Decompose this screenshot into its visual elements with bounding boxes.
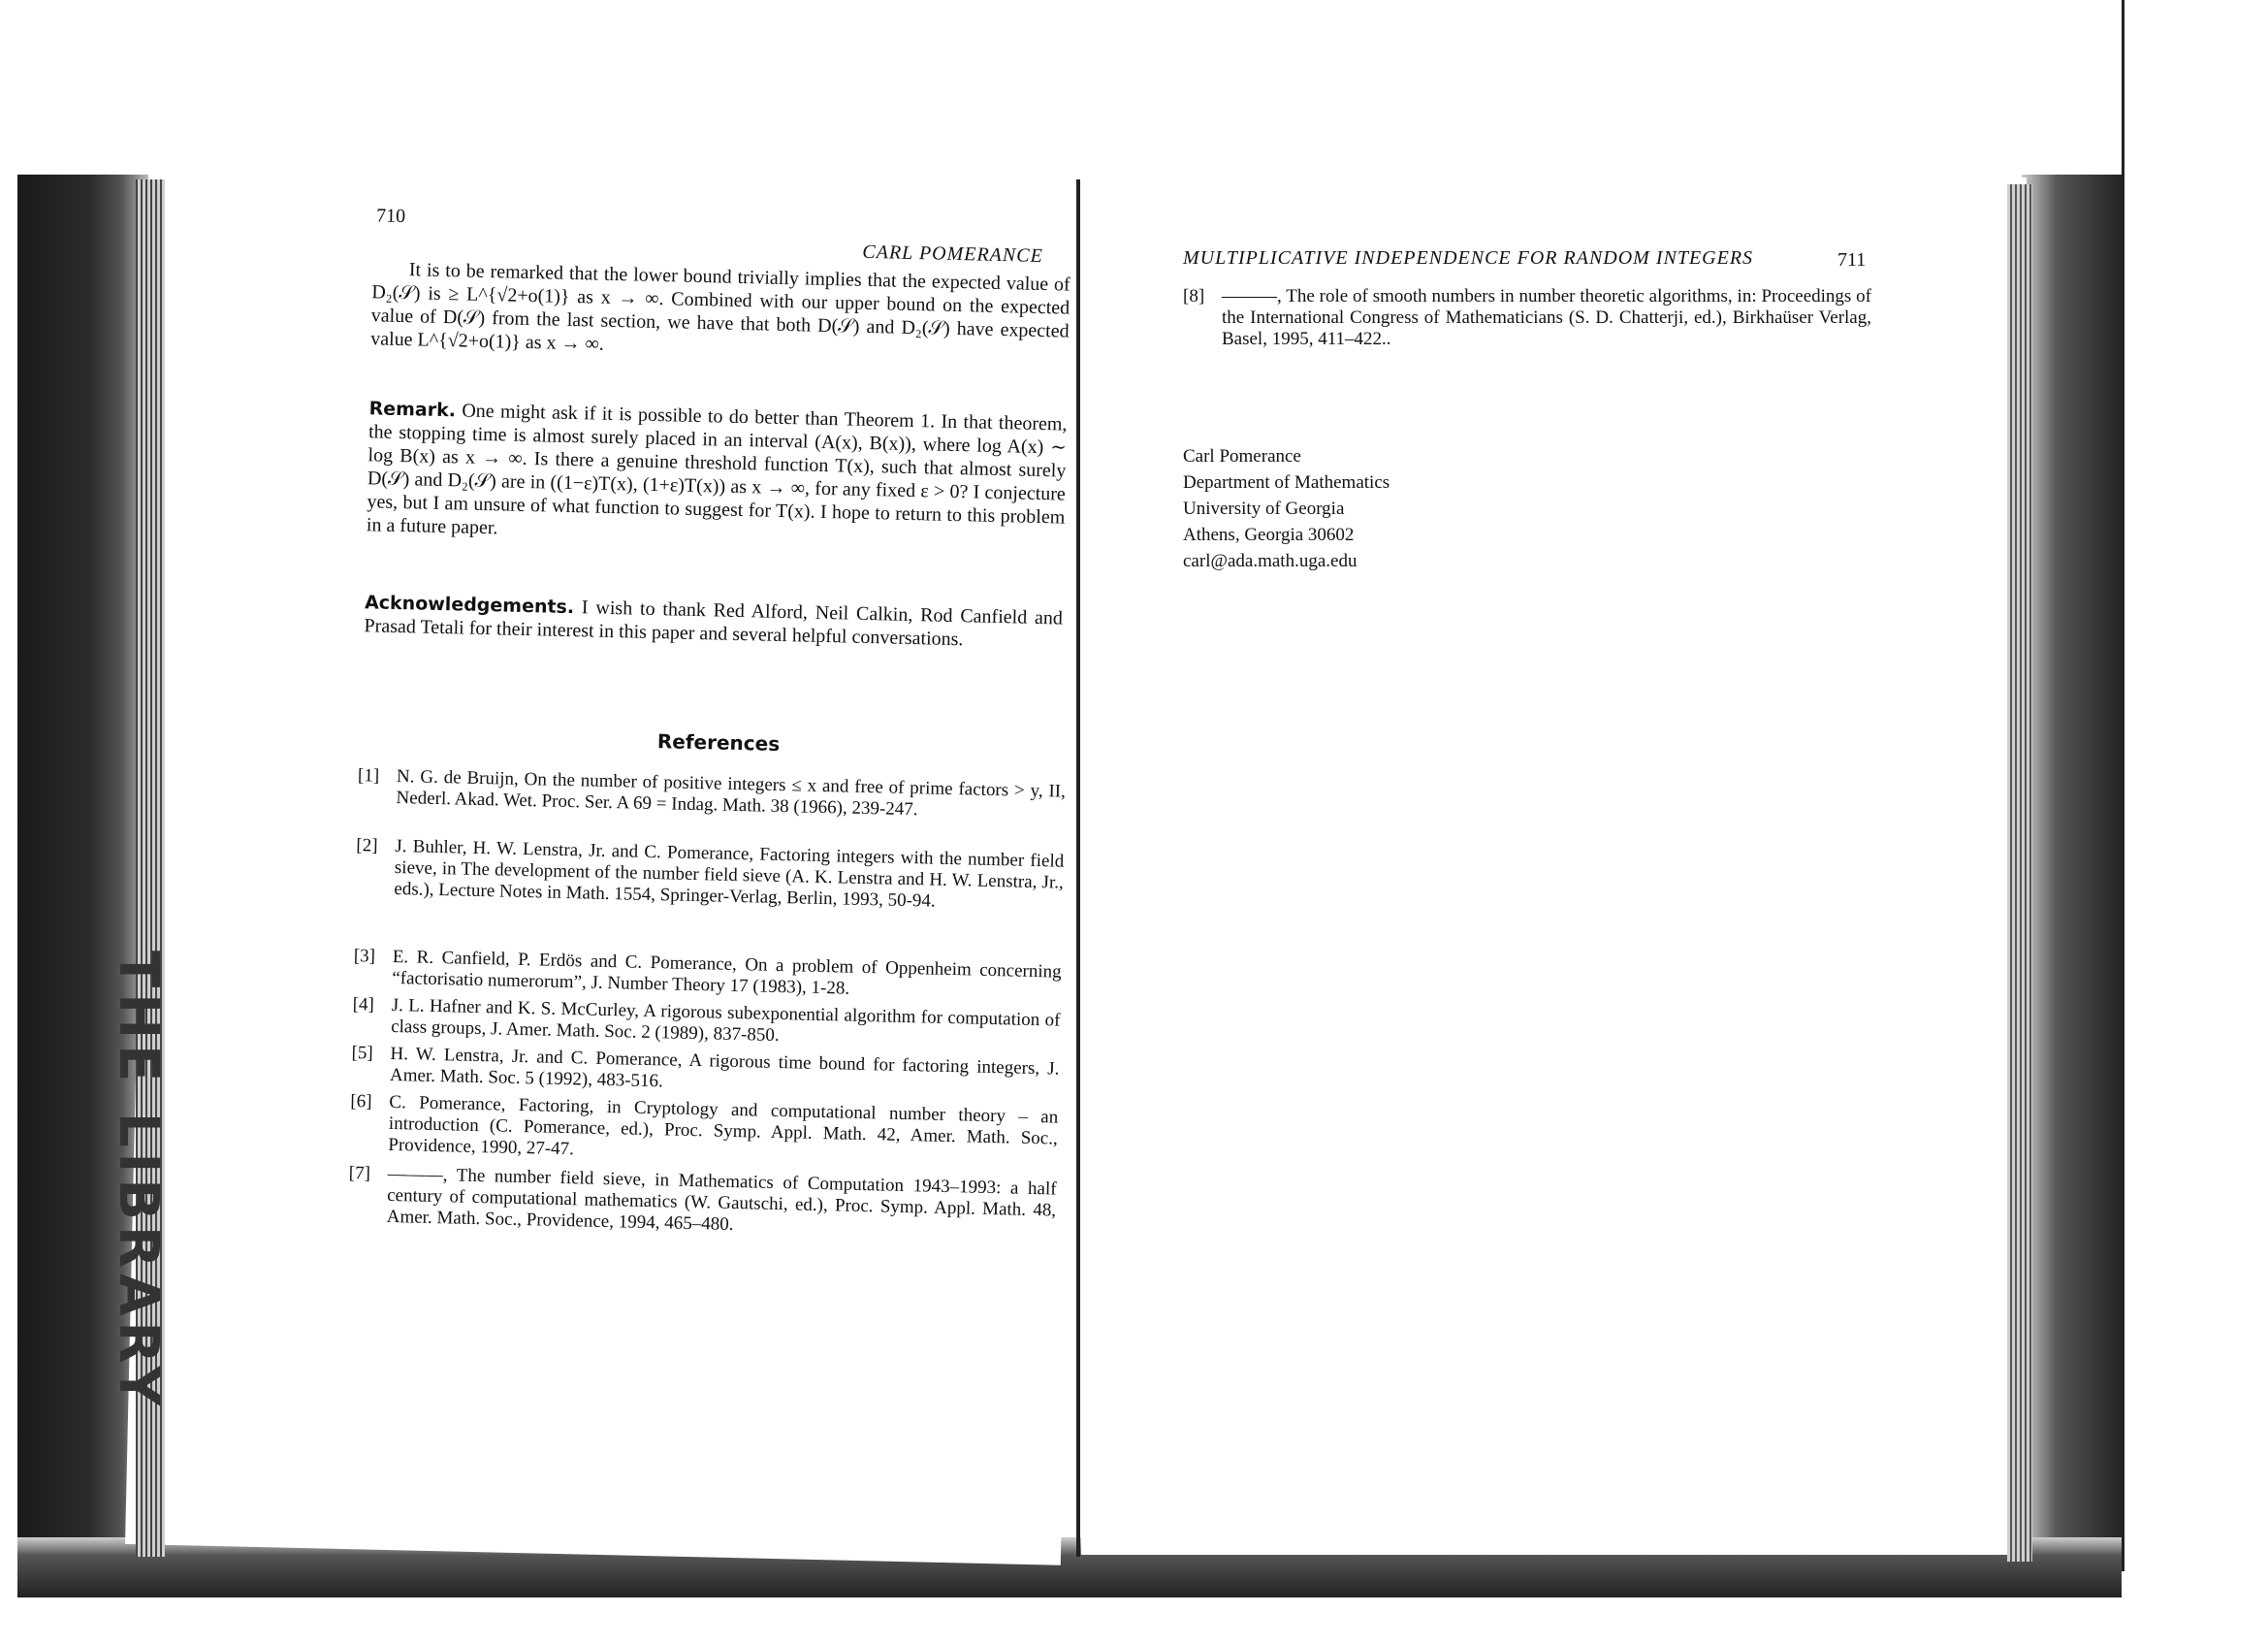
reference-number: [7] (348, 1163, 371, 1184)
right-page-number: 711 (1837, 249, 1867, 271)
author-email: carl@ada.math.uga.edu (1183, 551, 1358, 571)
reference-text: E. R. Canfield, P. Erdös and C. Pomerance, On a problem of Oppenheim concerning “factorisatio numerorum”, J. Number Theory 17 (1983), 1-28. (392, 946, 1062, 999)
left-page-number: 710 (375, 205, 406, 228)
right-running-head: MULTIPLICATIVE INDEPENDENCE FOR RANDOM INTEGERS (1183, 247, 1754, 269)
reference-item (354, 835, 1064, 958)
reference-text: C. Pomerance, Factoring, in Cryptology and computational number theory – an introduction (C. Pomerance, ed.), Proc. Symp. Appl. Math. 42, Amer. Math. Soc., Providence, 1990, 27-47. (388, 1091, 1059, 1160)
reference-number: [5] (351, 1043, 373, 1064)
intro-paragraph: It is to be remarked that the lower bound trivially implies that the expected value of D₂(𝒮) is ≥ L^{√2+o(1)} as x → ∞. Combined with our upper bound on the expected value of D(𝒮) from the last section, we have that both D(𝒮) and D₂(𝒮) have expected value L^{√2+o(1)} as x → ∞. (370, 259, 1070, 355)
author-name: Carl Pomerance (1183, 446, 1301, 467)
author-department: Department of Mathematics (1183, 472, 1390, 493)
references-title: References (656, 729, 781, 756)
author-city: Athens, Georgia 30602 (1183, 525, 1355, 545)
reference-item (1183, 286, 1871, 356)
library-stamp: THE LIBRARY (107, 951, 170, 1412)
scan-binding-shadow-right (2022, 175, 2124, 1571)
book-gutter (1076, 179, 1080, 1557)
scan-edge-line (2122, 0, 2124, 1571)
author-university: University of Georgia (1183, 499, 1345, 519)
reference-number: [1] (357, 765, 380, 787)
reference-item (347, 1163, 1057, 1269)
reference-text: J. Buhler, H. W. Lenstra, Jr. and C. Pomerance, Factoring integers with the number field sieve, in The development of the number field sieve (A. K. Lenstra and H. W. Lenstra, Jr., eds.), Lecture Notes in Math. 1554, Springer-Verlag, Berlin, 1993, 50-94. (394, 836, 1065, 912)
reference-number: [3] (353, 946, 376, 967)
reference-number: [6] (350, 1091, 372, 1113)
remark-label: Remark. (368, 398, 457, 422)
left-running-head: CARL POMERANCE (862, 241, 1044, 268)
acknowledgements-label: Acknowledgements. (364, 592, 575, 619)
reference-text: J. L. Hafner and K. S. McCurley, A rigorous subexponential algorithm for computation of class groups, J. Amer. Math. Soc. 2 (1989), 837-850. (390, 994, 1061, 1047)
acknowledgements-text: I wish to thank Red Alford, Neil Calkin, Rod Canfield and Prasad Tetali for their interest in this paper and several helpful conversations. (364, 597, 1064, 651)
acknowledgements-paragraph (364, 591, 1063, 653)
reference-text: ———, The number field sieve, in Mathematics of Computation 1943–1993: a half century of computational mathematics (W. Gautschi, ed.), Proc. Symp. Appl. Math. 48, Amer. Math. Soc., Providence, 1994, 465–480. (386, 1163, 1057, 1236)
reference-text: N. G. de Bruijn, On the number of positive integers ≤ x and free of prime factors > y, II, Nederl. Akad. Wet. Proc. Ser. A 69 = Indag. Math. 38 (1966), 239-247. (396, 766, 1067, 821)
author-address (1183, 443, 1390, 574)
reference-text: ———, The role of smooth numbers in number theoretic algorithms, in: Proceedings of the International Congress of Mathematicians (S. D. Chatterji, ed.), Birkhaüser Verlag, Basel, 1995, 411–422.. (1222, 286, 1871, 349)
remark-text: One might ask if it is possible to do better than Theorem 1. In that theorem, the stopping time is almost surely placed in an interval (A(x), B(x)), where log A(x) ∼ log B(x) as x → ∞. Is there a genuine threshold function T(x), such that almost surely D(𝒮) and D₂(𝒮) are in ((1−ε)T(x), (1+ε)T(x)) as x → ∞, for any fixed ε > 0? I conjecture yes, but I am unsure of what function to suggest for T(x). I hope to return to this problem in a future paper. (366, 400, 1068, 539)
remark-paragraph (367, 397, 1068, 552)
right-page (1081, 177, 2027, 1555)
scan-page-edges-right (2007, 184, 2032, 1562)
reference-number: [8] (1183, 286, 1205, 306)
reference-item (349, 1091, 1058, 1176)
reference-number: [2] (356, 835, 378, 856)
reference-number: [4] (352, 994, 375, 1016)
left-page (125, 167, 1092, 1565)
reference-text: H. W. Lenstra, Jr. and C. Pomerance, A rigorous time bound for factoring integers, J. Amer. Math. Soc. 5 (1992), 483-516. (389, 1043, 1060, 1092)
